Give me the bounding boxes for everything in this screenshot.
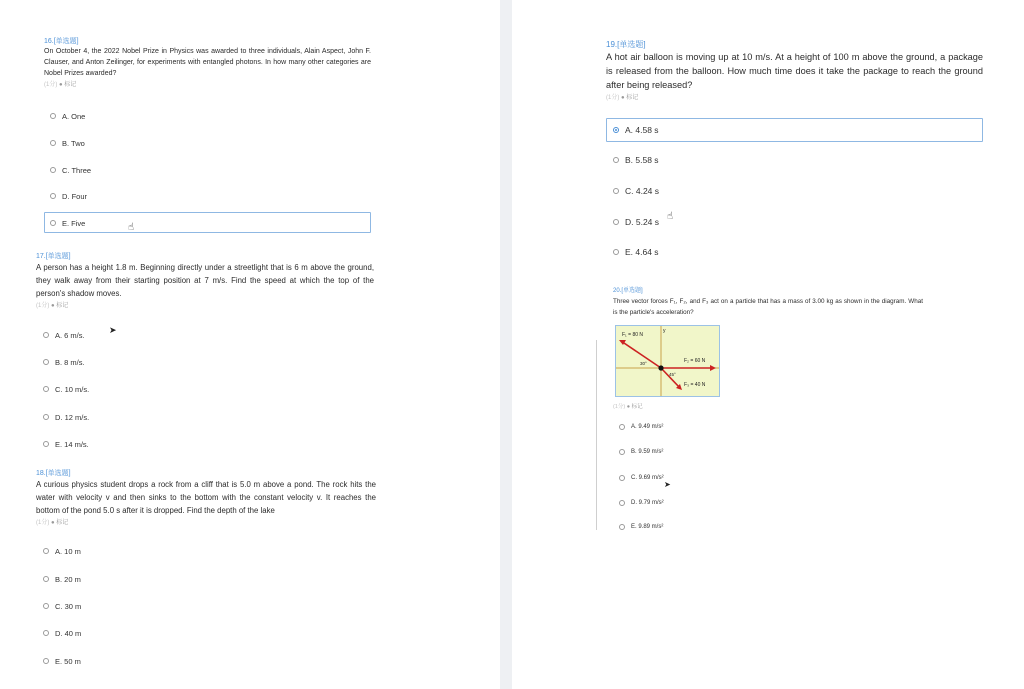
radio-icon[interactable] xyxy=(50,113,56,119)
radio-icon[interactable] xyxy=(613,249,619,255)
hand-cursor-icon: ☝ xyxy=(667,211,674,222)
arrow-cursor-icon: ➤ xyxy=(664,480,671,489)
radio-icon[interactable] xyxy=(50,140,56,146)
option-c[interactable]: C. 30 m xyxy=(43,599,81,613)
question-20 xyxy=(613,287,923,318)
question-16 xyxy=(44,37,371,90)
radio-icon[interactable] xyxy=(613,188,619,194)
question-text: A curious physics student drops a rock from a cliff that is 5.0 m above a pond. The rock hits the water with velocity v and then sinks to the bottom with the constant velocity v. It reaches the bottom of the pond 5.0 s after it is dropped. Find the depth of the lake xyxy=(36,480,376,515)
option-c[interactable]: C. 9.69 m/s² xyxy=(619,471,664,485)
option-d[interactable]: D. Four xyxy=(50,189,87,203)
radio-icon[interactable] xyxy=(43,576,49,582)
option-c[interactable]: C. 4.24 s xyxy=(613,184,659,198)
option-b[interactable]: B. 8 m/s. xyxy=(43,355,85,369)
question-17 xyxy=(36,252,374,311)
option-c[interactable]: C. 10 m/s. xyxy=(43,382,89,396)
angle-30-label: 30° xyxy=(640,361,647,366)
question-meta: (1分) ● 标记 xyxy=(36,520,69,526)
radio-icon[interactable] xyxy=(619,524,625,530)
option-d[interactable]: D. 40 m xyxy=(43,626,81,640)
option-d[interactable]: D. 12 m/s. xyxy=(43,410,89,424)
radio-icon[interactable] xyxy=(619,424,625,430)
angle-45-label: 45° xyxy=(669,372,676,377)
option-b[interactable]: B. 5.58 s xyxy=(613,153,659,167)
option-e[interactable]: E. 50 m xyxy=(43,654,81,668)
option-a[interactable]: A. 4.58 s xyxy=(613,123,659,137)
radio-icon[interactable] xyxy=(50,220,56,226)
radio-icon[interactable] xyxy=(43,603,49,609)
radio-icon[interactable] xyxy=(43,386,49,392)
selected-option-box[interactable] xyxy=(606,118,983,142)
radio-icon[interactable] xyxy=(613,157,619,163)
option-a[interactable]: A. 6 m/s. xyxy=(43,328,85,342)
question-text: On October 4, the 2022 Nobel Prize in Physics was awarded to three individuals, Alain Aspect, John F. Clauser, and Anton Zeilinger, for experiments with entangled photons. In how many other categories are Nobel Prizes awarded? xyxy=(44,48,371,77)
radio-icon[interactable] xyxy=(43,414,49,420)
radio-icon[interactable] xyxy=(43,548,49,554)
radio-icon[interactable] xyxy=(43,441,49,447)
f3-vector xyxy=(661,368,680,388)
question-meta: (1分) ● 标记 xyxy=(44,82,77,88)
question-number: 16.[单选题] xyxy=(44,38,79,45)
f1-label: F₁ = 80 N xyxy=(622,332,644,338)
y-axis-label: y xyxy=(663,328,666,334)
force-vectors-svg xyxy=(616,326,719,396)
question-meta: (1分) ● 标记 xyxy=(36,303,69,309)
radio-icon[interactable] xyxy=(619,449,625,455)
question-text: A hot air balloon is moving up at 10 m/s. At a height of 100 m above the ground, a package is released from the balloon. How much time does it take the package to reach the ground after being released? xyxy=(606,52,983,90)
option-d[interactable]: D. 9.79 m/s² xyxy=(619,496,664,510)
question-18 xyxy=(36,469,376,528)
hovered-option-box[interactable] xyxy=(44,212,371,233)
f3-label: F₃ = 40 N xyxy=(684,382,706,388)
option-e[interactable]: E. Five xyxy=(50,216,85,230)
radio-icon[interactable] xyxy=(43,630,49,636)
radio-icon[interactable] xyxy=(50,167,56,173)
radio-icon[interactable] xyxy=(50,193,56,199)
option-b[interactable]: B. 9.59 m/s² xyxy=(619,445,663,459)
question-19 xyxy=(606,39,1024,103)
panel-divider xyxy=(596,340,597,530)
option-e[interactable]: E. 4.64 s xyxy=(613,245,659,259)
option-e[interactable]: E. 9.89 m/s² xyxy=(619,520,663,534)
radio-icon[interactable] xyxy=(619,475,625,481)
hand-cursor-icon: ☝ xyxy=(128,222,135,233)
option-d[interactable]: D. 5.24 s xyxy=(613,215,659,229)
f2-label: F₂ = 60 N xyxy=(684,358,706,364)
arrow-cursor-icon: ➤ xyxy=(109,325,117,335)
radio-icon[interactable] xyxy=(619,500,625,506)
question-number: 19.[单选题] xyxy=(606,40,646,49)
radio-icon[interactable] xyxy=(613,219,619,225)
radio-icon[interactable] xyxy=(43,359,49,365)
option-a[interactable]: A. One xyxy=(50,109,85,123)
option-a[interactable]: A. 9.49 m/s² xyxy=(619,420,663,434)
option-c[interactable]: C. Three xyxy=(50,163,91,177)
radio-icon[interactable] xyxy=(43,658,49,664)
radio-icon[interactable] xyxy=(43,332,49,338)
question-number: 18.[单选题] xyxy=(36,470,71,477)
option-b[interactable]: B. 20 m xyxy=(43,572,81,586)
question-meta: (1分) ● 标记 xyxy=(613,404,643,410)
question-meta: (1分) ● 标记 xyxy=(606,95,639,101)
option-a[interactable]: A. 10 m xyxy=(43,544,81,558)
question-number: 17.[单选题] xyxy=(36,253,71,260)
right-page xyxy=(512,0,1024,689)
question-text: Three vector forces F₁, F₂, and F₃ act on a particle that has a mass of 3.00 kg as shown in the diagram. What is the particle's acceleration? xyxy=(613,298,923,316)
question-text: A person has a height 1.8 m. Beginning directly under a streetlight that is 6 m above the ground, they walk away from their starting position at 7 m/s. Find the speed at which the top of the person's shadow moves. xyxy=(36,263,374,298)
option-b[interactable]: B. Two xyxy=(50,136,85,150)
left-page xyxy=(0,0,500,689)
question-number: 20.[单选题] xyxy=(613,288,643,294)
radio-checked-icon[interactable] xyxy=(613,127,619,133)
option-e[interactable]: E. 14 m/s. xyxy=(43,437,89,451)
force-diagram xyxy=(615,325,720,397)
